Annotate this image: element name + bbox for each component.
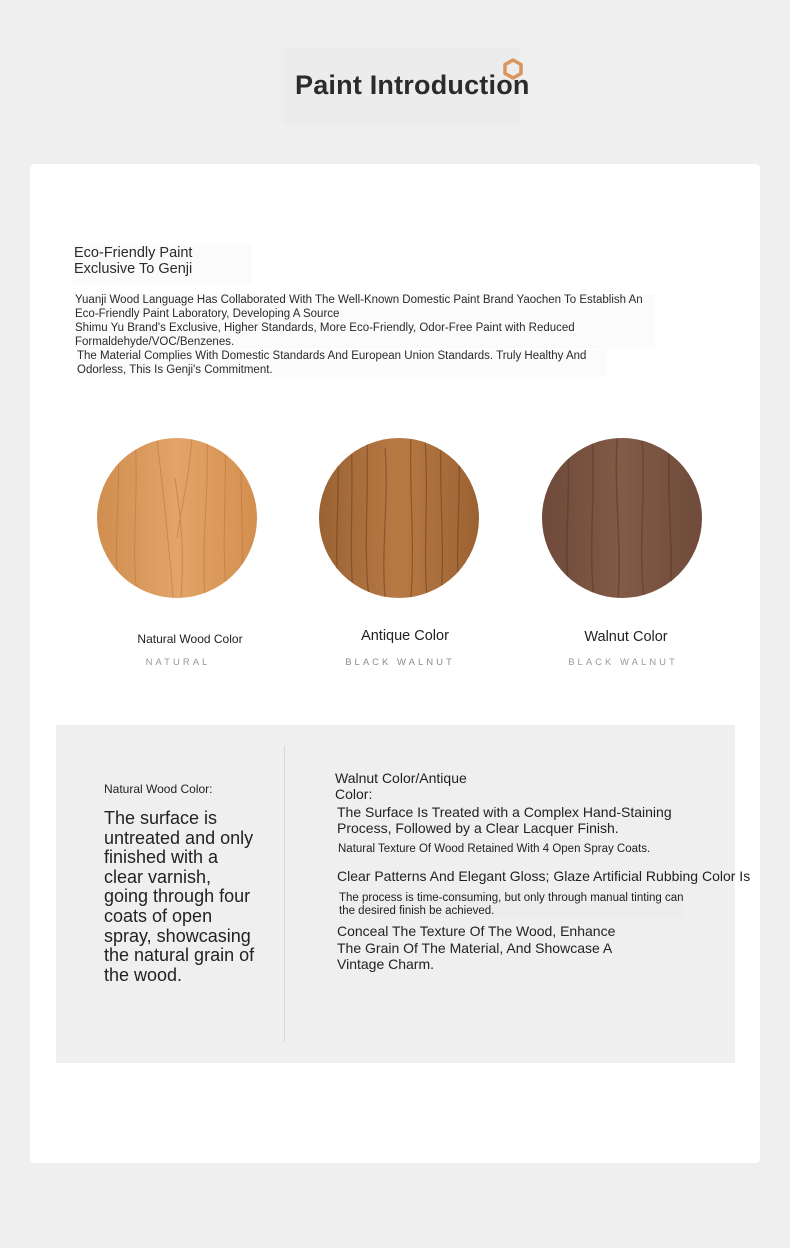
natural-finish-label: Natural Wood Color: — [104, 782, 213, 796]
antique-color-swatch — [319, 438, 479, 598]
walnut-finish-line: Clear Patterns And Elegant Gloss; Glaze Artificial Rubbing Color Is — [337, 868, 751, 884]
natural-finish-description: The surface is untreated and only finished with a clear varnish, going through four coats of open spray, showcasing the natural grain of the wood. — [104, 808, 255, 985]
intro-paragraph: Shimu Yu Brand's Exclusive, Higher Standards, More Eco-Friendly, Odor-Free Paint with Reduced Formaldehyde/VOC/Benzenes. — [75, 322, 655, 349]
column-divider — [284, 746, 285, 1042]
walnut-finish-line: Conceal The Texture Of The Wood, Enhance The Grain Of The Material, And Showcase A Vintage Charm. — [337, 923, 616, 972]
walnut-finish-line: The process is time-consuming, but only through manual tinting can the desired finish be achieved. — [339, 892, 684, 917]
color-subtitle-antique: BLACK WALNUT — [345, 657, 455, 668]
walnut-color-swatch — [542, 438, 702, 598]
color-subtitle-natural: NATURAL — [145, 657, 211, 668]
intro-heading: Eco-Friendly Paint Exclusive To Genji — [74, 245, 252, 283]
color-name-walnut: Walnut Color — [584, 629, 668, 645]
color-name-natural: Natural Wood Color — [137, 632, 243, 646]
color-name-antique: Antique Color — [361, 628, 449, 644]
walnut-finish-label: Walnut Color/Antique Color: — [335, 770, 467, 802]
natural-wood-swatch — [97, 438, 257, 598]
walnut-finish-line: The Surface Is Treated with a Complex Hand-Staining Process, Followed by a Clear Lacquer Finish. — [337, 804, 672, 836]
intro-paragraph: The Material Complies With Domestic Standards And European Union Standards. Truly Healthy And Odorless, This Is Genji's Commitment. — [77, 350, 607, 377]
walnut-finish-line: Natural Texture Of Wood Retained With 4 Open Spray Coats. — [338, 843, 651, 855]
color-subtitle-walnut: BLACK WALNUT — [568, 657, 678, 668]
page-title: Paint Introduction — [295, 70, 530, 100]
hexagon-icon — [502, 58, 524, 80]
intro-paragraph: Yuanji Wood Language Has Collaborated With The Well-Known Domestic Paint Brand Yaochen To Establish An Eco-Friendly Paint Laboratory, Developing A Source — [75, 294, 655, 321]
